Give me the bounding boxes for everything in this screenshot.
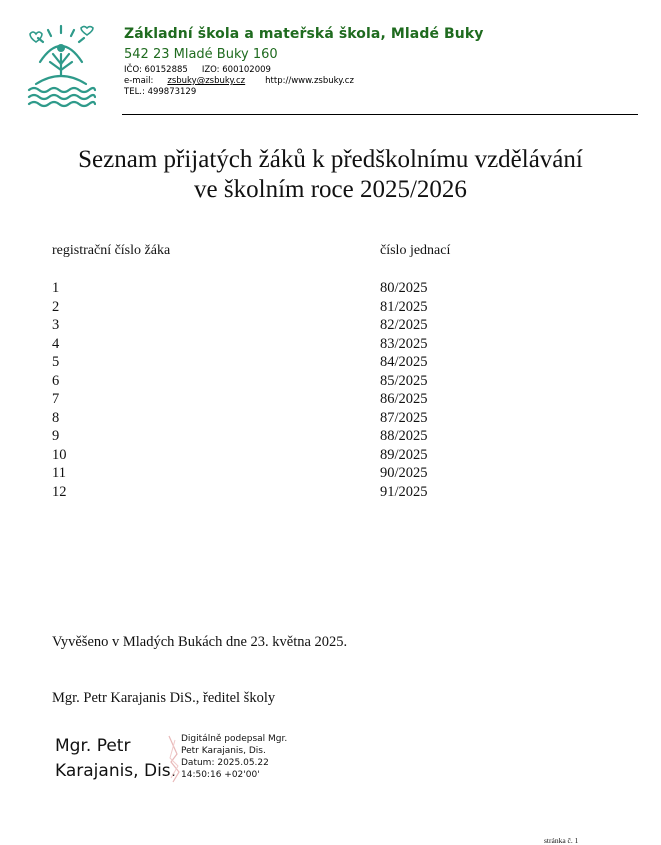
title-line-1: Seznam přijatých žáků k předškolnímu vzdělávání [78, 146, 583, 173]
list-row [0, 299, 661, 318]
school-logo [26, 24, 96, 110]
reference-number: 86/2025 [380, 391, 428, 407]
list-row [0, 317, 661, 336]
list-row [0, 391, 661, 410]
registration-number: 8 [52, 409, 60, 426]
registration-number: 4 [52, 335, 60, 352]
signature-name [55, 734, 176, 784]
reference-number: 80/2025 [380, 280, 428, 296]
reference-number: 85/2025 [380, 372, 428, 389]
signature-info-line: 14:50:16 +02'00' [181, 770, 260, 780]
posted-notice: Vyvěšeno v Mladých Bukách dne 23. května 2025. [52, 634, 348, 650]
registration-number: 6 [52, 372, 60, 389]
reference-number: 89/2025 [380, 446, 428, 463]
school-name: Základní škola a mateřská škola, Mladé Buky [124, 26, 484, 42]
registration-number: 7 [52, 391, 60, 407]
document-title [0, 145, 661, 205]
izo-number: IZO: 600102009 [201, 65, 271, 75]
registration-number: 10 [52, 446, 67, 463]
web-link[interactable]: http://www.zsbuky.cz [265, 76, 354, 86]
registration-number: 5 [52, 354, 60, 370]
list-row [0, 336, 661, 355]
reference-number: 84/2025 [380, 354, 428, 370]
signature-name-line-2: Karajanis, Dis. [55, 761, 177, 781]
column-header-registration: registrační číslo žáka [52, 243, 171, 258]
registration-number: 12 [52, 483, 67, 500]
contact-line [124, 76, 484, 87]
reference-number: 83/2025 [380, 335, 428, 352]
title-line-2: ve školním roce 2025/2026 [194, 176, 467, 203]
list-row [0, 373, 661, 392]
email-label: e-mail: [124, 76, 154, 86]
registration-number: 9 [52, 428, 60, 444]
student-list [0, 280, 661, 502]
list-row [0, 447, 661, 466]
list-row [0, 465, 661, 484]
reference-number: 87/2025 [380, 409, 428, 426]
signature-name-line-1: Mgr. Petr [55, 736, 131, 756]
reference-number: 91/2025 [380, 483, 428, 500]
letterhead [124, 26, 484, 98]
email-link[interactable]: zsbuky@zsbuky.cz [167, 76, 246, 86]
signer-line: Mgr. Petr Karajanis DiS., ředitel školy [52, 690, 276, 706]
signature-info-line: Digitálně podepsal Mgr. [181, 734, 288, 744]
list-row [0, 428, 661, 447]
list-row [0, 484, 661, 503]
page-number: stránka č. 1 [544, 836, 579, 845]
school-ids [124, 65, 484, 76]
signature-info-line: Petr Karajanis, Dis. [181, 746, 266, 756]
list-row [0, 410, 661, 429]
phone-number: TEL.: 499873129 [124, 87, 197, 97]
signature-info-line: Datum: 2025.05.22 [181, 758, 269, 768]
list-row [0, 354, 661, 373]
reference-number: 88/2025 [380, 428, 428, 444]
registration-number: 1 [52, 280, 60, 296]
reference-number: 82/2025 [380, 317, 428, 333]
reference-number: 81/2025 [380, 298, 428, 315]
school-address: 542 23 Mladé Buky 160 [124, 47, 278, 62]
reference-number: 90/2025 [380, 465, 428, 481]
list-row [0, 280, 661, 299]
registration-number: 11 [52, 465, 66, 481]
signature-details [181, 733, 287, 781]
registration-number: 2 [52, 298, 60, 315]
ico-number: IČO: 60152885 [124, 65, 188, 75]
header-divider [122, 114, 638, 115]
registration-number: 3 [52, 317, 60, 333]
column-header-reference: číslo jednací [380, 243, 451, 258]
